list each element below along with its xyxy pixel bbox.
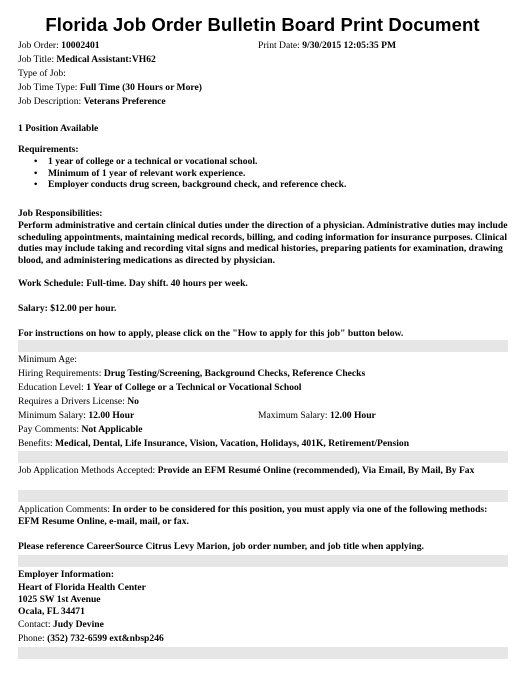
- maximum-salary-value: 12.00 Hour: [329, 410, 376, 421]
- section-divider: [18, 340, 508, 352]
- section-divider: [18, 451, 508, 463]
- employer-address-line2: Ocala, FL 34471: [18, 606, 85, 617]
- maximum-salary-label: Maximum Salary:: [258, 410, 328, 421]
- job-description-value: Veterans Preference: [83, 96, 166, 107]
- reference-note: Please reference CareerSource Citrus Levy Marion, job order number, and job title when applying.: [18, 541, 424, 552]
- print-date-label: Print Date:: [258, 40, 300, 51]
- hiring-requirements-value: Drug Testing/Screening, Background Checks, Reference Checks: [103, 368, 366, 379]
- benefits-line: [18, 438, 409, 450]
- drivers-license-line: [18, 396, 139, 408]
- job-order-line: [18, 40, 100, 52]
- section-divider: [18, 490, 508, 502]
- job-order-value: 10002401: [61, 40, 100, 51]
- application-methods: [18, 465, 508, 477]
- salary: Salary: $12.00 per hour.: [18, 303, 117, 314]
- job-time-type-label: Job Time Type:: [18, 82, 78, 93]
- drivers-license-label: Requires a Drivers License:: [18, 396, 125, 407]
- print-date-line: [258, 40, 396, 52]
- document-title: Florida Job Order Bulletin Board Print Document: [45, 14, 480, 35]
- job-title-value: Medical Assistant:VH62: [56, 54, 156, 65]
- employer-heading: Employer Information:: [18, 569, 115, 580]
- minimum-salary-line: [18, 410, 134, 422]
- application-comments: [18, 504, 508, 527]
- bullet-icon: •: [34, 179, 38, 190]
- apply-instructions: For instructions on how to apply, please click on the "How to apply for this job" button below.: [18, 328, 404, 339]
- requirements-list: [18, 156, 346, 191]
- pay-comments-label: Pay Comments:: [18, 424, 80, 435]
- contact-value: Judy Devine: [52, 619, 104, 630]
- education-level-label: Education Level:: [18, 382, 84, 393]
- education-level-value: 1 Year of College or a Technical or Vocational School: [86, 382, 302, 393]
- list-item: • Employer conducts drug screen, background check, and reference check.: [34, 179, 347, 190]
- contact-label: Contact:: [18, 619, 51, 630]
- section-divider: [18, 647, 508, 659]
- bullet-icon: •: [34, 167, 38, 179]
- phone-value: (352) 732-6599 ext&nbsp246: [47, 633, 164, 644]
- minimum-salary-value: 12.00 Hour: [88, 410, 135, 421]
- application-methods-label: Job Application Methods Accepted:: [18, 465, 156, 476]
- drivers-license-value: No: [127, 396, 139, 407]
- maximum-salary-line: [258, 410, 376, 422]
- phone-line: [18, 633, 164, 645]
- job-time-type-value: Full Time (30 Hours or More): [79, 82, 202, 93]
- hiring-requirements-label: Hiring Requirements:: [18, 368, 102, 379]
- job-title-label: Job Title:: [18, 54, 54, 65]
- job-time-type-line: [18, 82, 202, 94]
- benefits-value: Medical, Dental, Life Insurance, Vision, Vacation, Holidays, 401K, Retirement/Pension: [55, 438, 410, 449]
- education-level-line: [18, 382, 301, 394]
- bullet-icon: •: [34, 156, 38, 167]
- responsibilities-text: Perform administrative and certain clinical duties under the direction of a physician. Administrative duties may include scheduling appointments, maintaining medical records, billing, and coding information for insurance purposes. Clinical duties may include taking and recording vital signs and medical histories, preparing patients for examination, drawing blood, and administering medications as directed by physician.: [18, 220, 508, 266]
- responsibilities-heading: Job Responsibilities:: [18, 208, 103, 219]
- phone-label: Phone:: [18, 633, 45, 644]
- section-divider: [18, 555, 508, 567]
- application-comments-value: In order to be considered for this position, you must apply via one of the following methods: EFM Resume Online, e-mail, mail, or fax.: [18, 504, 488, 527]
- print-date-value: 9/30/2015 12:05:35 PM: [302, 40, 397, 51]
- job-description-label: Job Description:: [18, 96, 82, 107]
- employer-name: Heart of Florida Health Center: [18, 582, 146, 593]
- pay-comments-value: Not Applicable: [81, 424, 143, 435]
- employer-address-line1: 1025 SW 1st Avenue: [18, 594, 101, 605]
- job-order-label: Job Order:: [18, 40, 59, 51]
- work-schedule: Work Schedule: Full-time. Day shift. 40 hours per week.: [18, 278, 248, 289]
- type-of-job-label: Type of Job:: [18, 68, 66, 79]
- list-item: • 1 year of college or a technical or vocational school.: [34, 156, 258, 167]
- type-of-job-line: [18, 68, 66, 80]
- job-title-line: [18, 54, 156, 66]
- minimum-age-line: [18, 354, 77, 366]
- pay-comments-line: [18, 424, 142, 436]
- list-item: • Minimum of 1 year of relevant work experience.: [34, 167, 246, 179]
- requirements-heading: Requirements:: [18, 144, 79, 155]
- minimum-salary-label: Minimum Salary:: [18, 410, 86, 421]
- hiring-requirements-line: [18, 368, 365, 380]
- contact-line: [18, 619, 104, 631]
- minimum-age-label: Minimum Age:: [18, 354, 77, 365]
- benefits-label: Benefits:: [18, 438, 53, 449]
- application-comments-label: Application Comments:: [18, 504, 110, 515]
- job-description-line: [18, 96, 166, 108]
- positions-available: 1 Position Available: [18, 123, 99, 134]
- application-methods-value: Provide an EFM Resumé Online (recommended), Via Email, By Mail, By Fax: [157, 465, 475, 476]
